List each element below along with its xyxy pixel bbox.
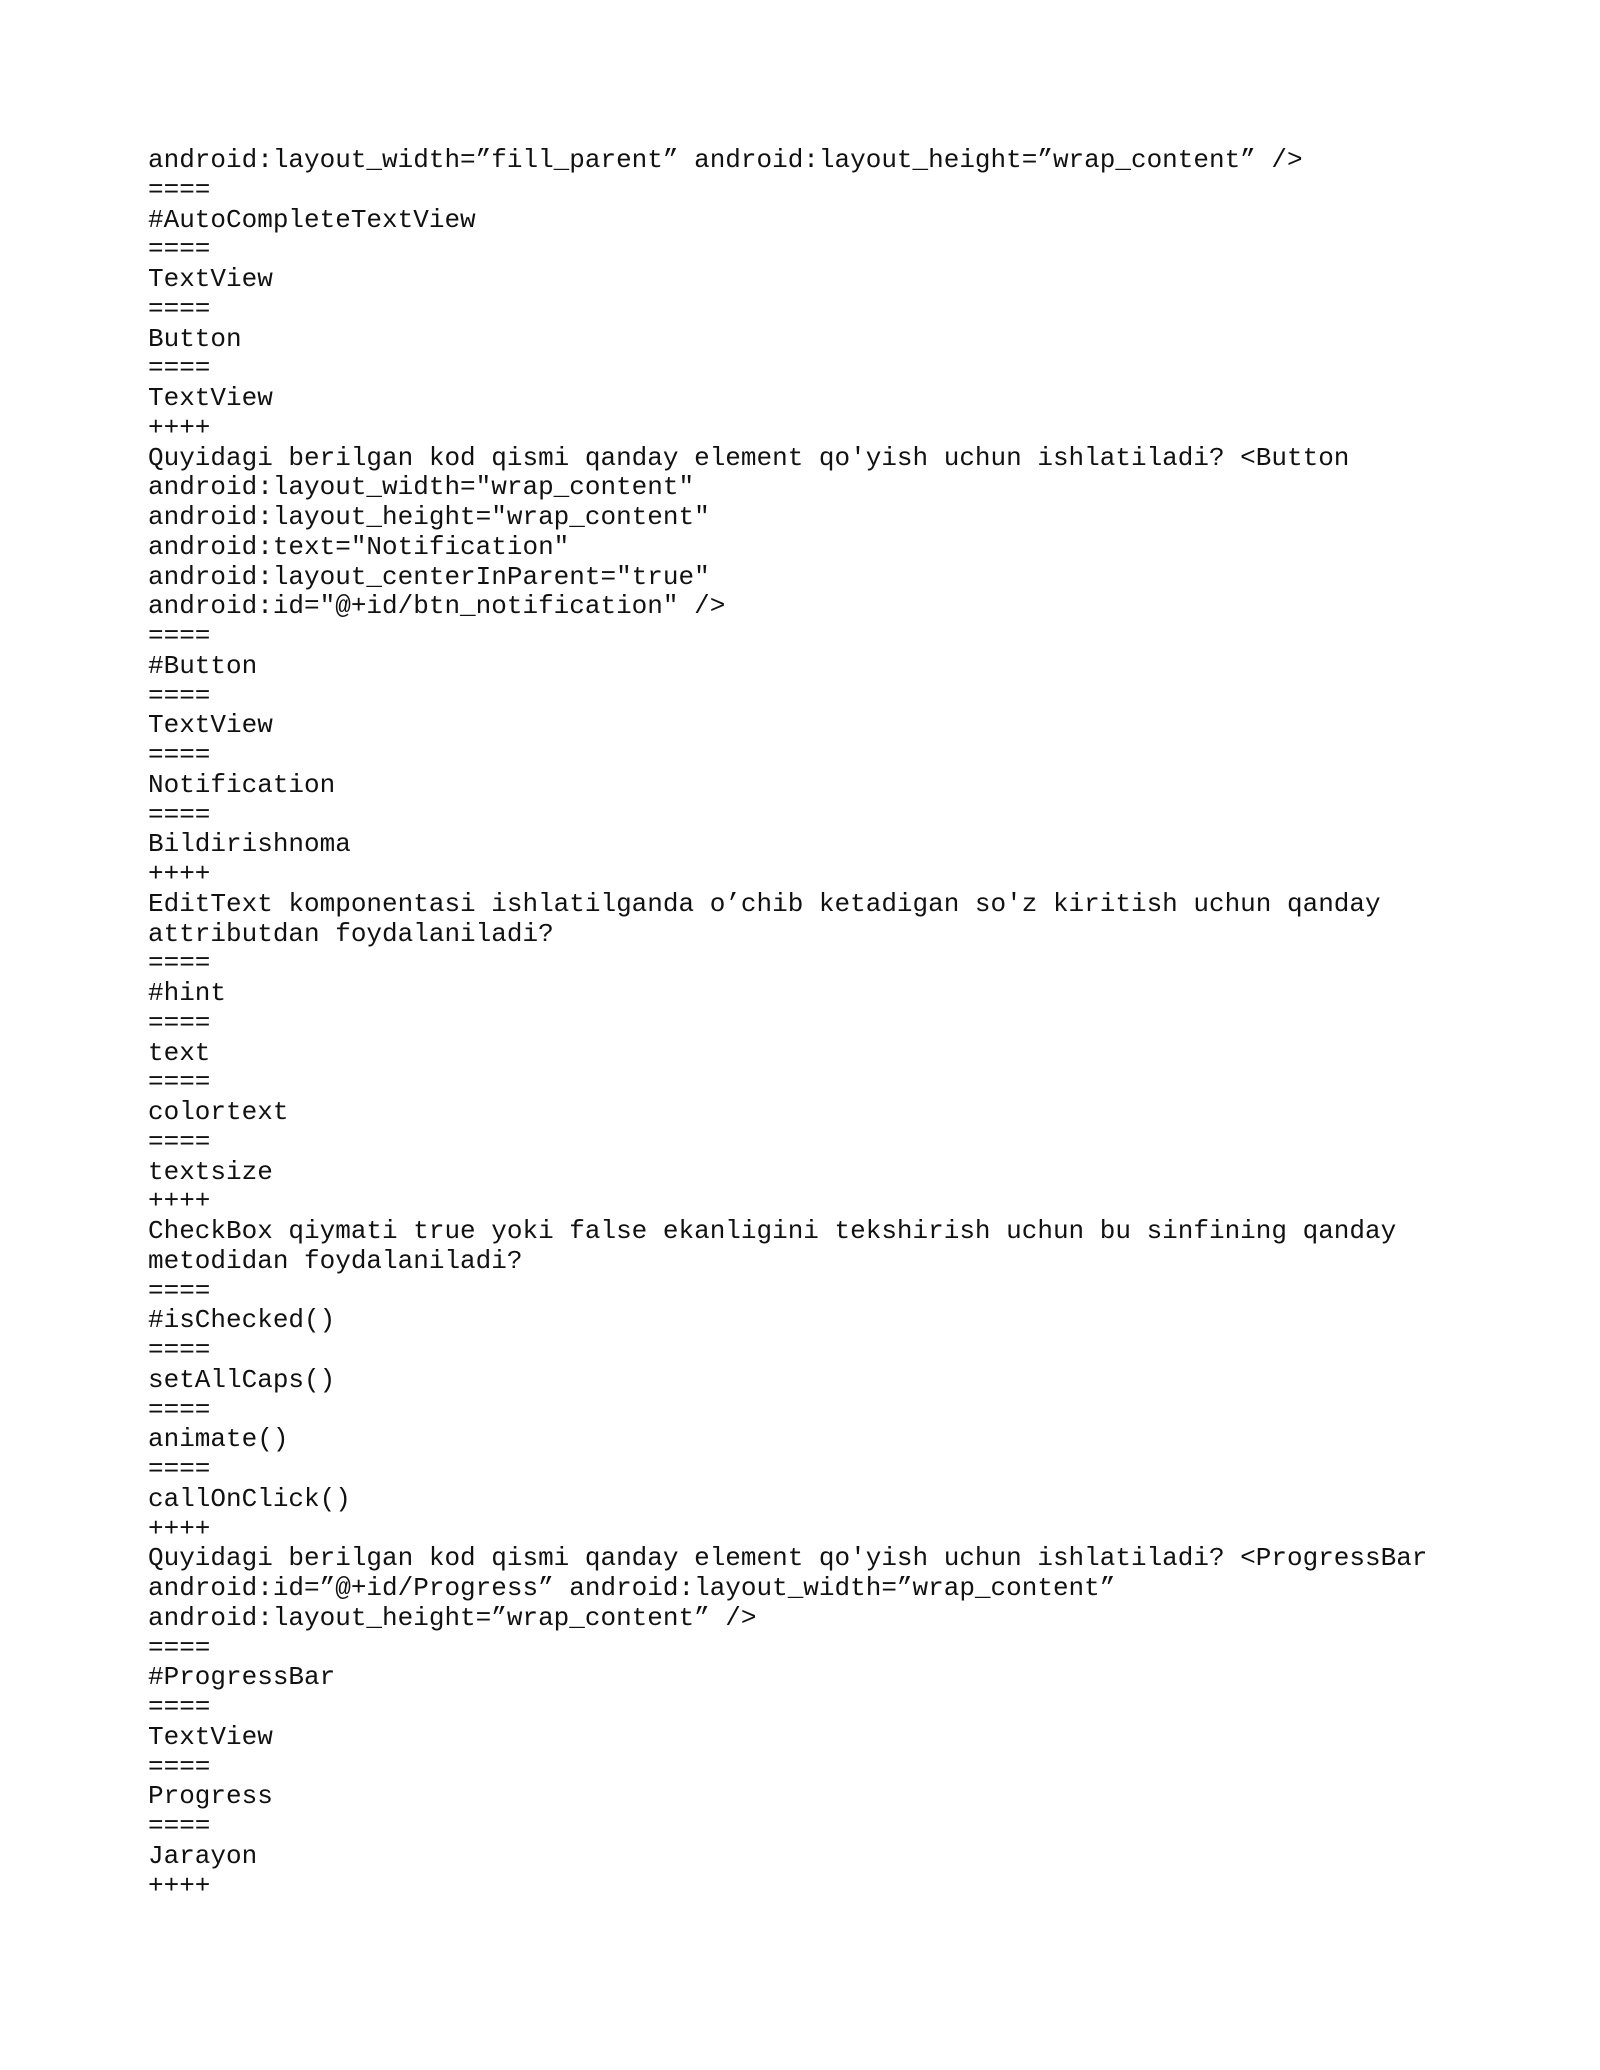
text-line: colortext bbox=[148, 1097, 289, 1127]
text-line: ==== bbox=[148, 621, 211, 651]
text-line: #Button bbox=[148, 650, 258, 681]
text-line: ++++ bbox=[148, 1513, 211, 1544]
text-line: #isChecked() bbox=[148, 1305, 336, 1336]
text-line: EditText komponentasi ishlatilganda o’chib ketadigan so'z kiritish uchun qanday bbox=[148, 888, 1381, 919]
text-line: #hint bbox=[148, 978, 227, 1008]
text-line: attributdan foydalaniladi? bbox=[148, 918, 554, 949]
text-line: ++++ bbox=[148, 412, 211, 443]
text-line: ==== bbox=[148, 680, 211, 711]
text-line: ==== bbox=[148, 353, 211, 384]
text-line: ==== bbox=[148, 740, 211, 770]
text-line: setAllCaps() bbox=[148, 1364, 336, 1395]
text-line: ==== bbox=[148, 293, 211, 324]
text-line: android:id="@+id/btn_notification" /> bbox=[148, 591, 726, 622]
text-line: TextView bbox=[148, 1721, 273, 1752]
text-line: ==== bbox=[148, 1454, 211, 1484]
text-line: ==== bbox=[148, 1126, 211, 1157]
text-line: #AutoCompleteTextView bbox=[148, 204, 476, 235]
text-line: android:id=”@+id/Progress” android:layout_width=”wrap_content” bbox=[148, 1573, 1116, 1603]
text-line: ==== bbox=[148, 1335, 211, 1365]
text-line: ==== bbox=[148, 1007, 211, 1038]
text-line: ==== bbox=[148, 1632, 211, 1663]
text-line: ==== bbox=[148, 174, 211, 205]
text-line: TextView bbox=[148, 383, 273, 413]
text-line: animate() bbox=[148, 1424, 289, 1455]
document-body bbox=[148, 146, 1468, 1901]
text-line: android:layout_width=”fill_parent” android:layout_height=”wrap_content” /> bbox=[148, 145, 1303, 175]
text-line: callOnClick() bbox=[148, 1483, 351, 1514]
text-line: Progress bbox=[148, 1781, 273, 1812]
text-line: ==== bbox=[148, 1751, 211, 1782]
text-line: #ProgressBar bbox=[148, 1662, 336, 1693]
text-line: CheckBox qiymati true yoki false ekanligini tekshirish uchun bu sinfining qanday bbox=[148, 1216, 1397, 1246]
text-line: ==== bbox=[148, 1067, 211, 1098]
text-line: metodidan foydalaniladi? bbox=[148, 1245, 523, 1276]
text-line: android:layout_centerInParent="true" bbox=[148, 561, 710, 592]
text-line: ++++ bbox=[148, 1870, 211, 1901]
text-line: text bbox=[148, 1037, 211, 1068]
text-line: ==== bbox=[148, 799, 211, 830]
text-line: Jarayon bbox=[148, 1840, 258, 1871]
text-line: Bildirishnoma bbox=[148, 829, 351, 860]
text-line: ==== bbox=[148, 948, 211, 979]
text-line: ==== bbox=[148, 1394, 211, 1425]
text-line: android:layout_height="wrap_content" bbox=[148, 502, 710, 532]
text-line: Quyidagi berilgan kod qismi qanday element qo'yish uchun ishlatiladi? <Button bbox=[148, 442, 1350, 473]
text-line: ++++ bbox=[148, 1186, 211, 1217]
text-line: android:layout_width="wrap_content" bbox=[148, 472, 695, 503]
text-line: ==== bbox=[148, 1811, 211, 1841]
text-line: android:layout_height=”wrap_content” /> bbox=[148, 1602, 757, 1633]
text-line: TextView bbox=[148, 710, 273, 741]
text-line: ++++ bbox=[148, 859, 211, 889]
text-line: Button bbox=[148, 323, 242, 354]
text-line: android:text="Notification" bbox=[148, 531, 570, 562]
text-line: textsize bbox=[148, 1156, 273, 1187]
text-line: Quyidagi berilgan kod qismi qanday element qo'yish uchun ishlatiladi? <ProgressBar bbox=[148, 1543, 1428, 1574]
text-line: ==== bbox=[148, 1275, 211, 1306]
text-line: ==== bbox=[148, 1692, 211, 1722]
text-line: ==== bbox=[148, 234, 211, 265]
text-line: TextView bbox=[148, 264, 273, 294]
text-line: Notification bbox=[148, 769, 336, 800]
